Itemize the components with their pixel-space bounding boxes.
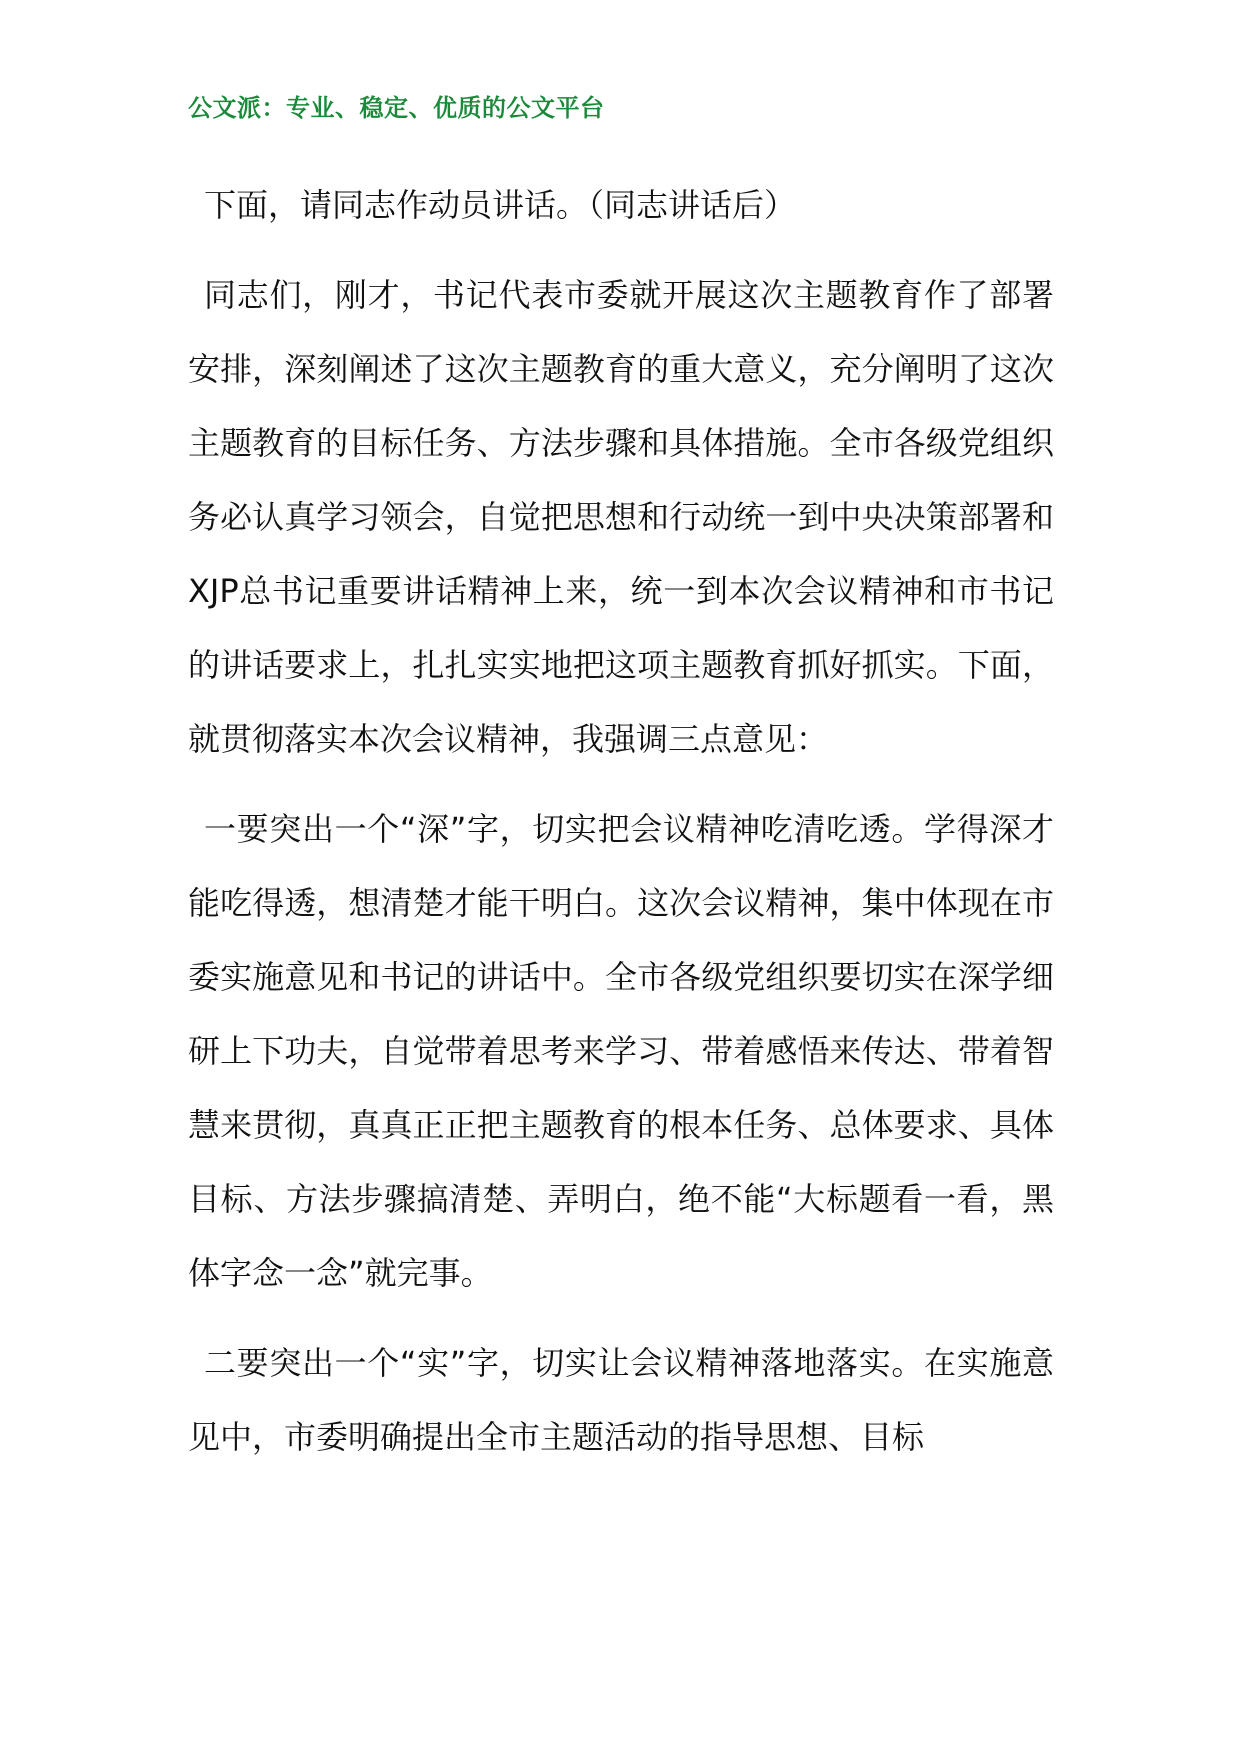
paragraph-intro: 同志们，刚才，书记代表市委就开展这次主题教育作了部署安排，深刻阐述了这次主题教育的重大意义，充分阐明了这次主题教育的目标任务、方法步骤和具体措施。全市各级党组织务必认真学习领会，自觉把思想和行动统一到中央决策部署和XJP总书记重要讲话精神上来，统一到本次会议精神和市书记的讲话要求上，扎扎实实地把这项主题教育抓好抓实。下面，就贯彻落实本次会议精神，我强调三点意见： bbox=[188, 276, 1054, 758]
document-body bbox=[188, 168, 1054, 1490]
paragraph-opening: 下面，请同志作动员讲话。（同志讲话后） bbox=[204, 186, 797, 224]
paragraph-point-one: 一要突出一个“深”字，切实把会议精神吃清吃透。学得深才能吃得透，想清楚才能干明白。这次会议精神，集中体现在市委实施意见和书记的讲话中。全市各级党组织要切实在深学细研上下功夫，自觉带着思考来学习、带着感悟来传达、带着智慧来贯彻，真真正正把主题教育的根本任务、总体要求、具体目标、方法步骤搞清楚、弄明白，绝不能“大标题看一看，黑体字念一念”就完事。 bbox=[188, 810, 1054, 1292]
brand-header: 公文派：专业、稳定、优质的公文平台 bbox=[188, 94, 605, 122]
paragraph-point-two: 二要突出一个“实”字，切实让会议精神落地落实。在实施意见中，市委明确提出全市主题活动的指导思想、目标 bbox=[188, 1344, 1054, 1456]
